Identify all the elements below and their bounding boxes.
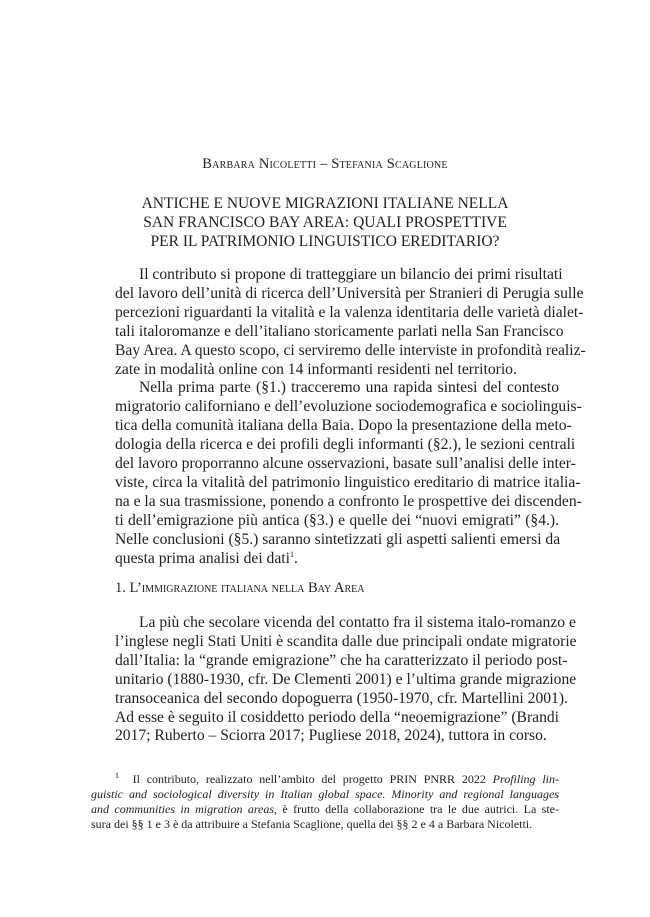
- text-line: transoceanica del secondo dopoguerra (1950-1970, cfr. Martellini 2001).: [115, 689, 568, 707]
- abstract-paragraph-1: [91, 266, 586, 379]
- title-line: ANTICHE E NUOVE MIGRAZIONI ITALIANE NELLA: [141, 195, 509, 212]
- text-line: Bay Area. A questo scopo, ci serviremo delle interviste in profondità realiz-: [115, 341, 586, 359]
- article-title: [0, 194, 650, 251]
- footnote-line: [91, 787, 559, 802]
- abstract: [91, 266, 586, 569]
- text-line: Nella prima parte (§1.) tracceremo una rapida sintesi del contesto: [139, 379, 559, 397]
- footnote-marker: 1: [115, 771, 119, 780]
- authors-line: Barbara Nicoletti – Stefania Scaglione: [202, 156, 448, 172]
- text-line: La più che secolare vicenda del contatto fra il sistema italo-romanzo e: [139, 614, 576, 631]
- text-line: unitario (1880-1930, cfr. De Clementi 2001) e l’ultima grande migrazione: [115, 670, 577, 688]
- text-line: del lavoro dell’unità di ricerca dell’Università per Stranieri di Perugia sulle: [115, 284, 584, 302]
- text-line: 2017; Ruberto – Sciorra 2017; Pugliese 2018, 2024), tuttora in corso.: [115, 727, 547, 745]
- footnote-text: , è frutto della collaborazione tra le due autrici. La ste-: [274, 802, 559, 816]
- text-line: dologia della ricerca e dei profili degli informanti (§2.), le sezioni centrali: [115, 436, 576, 454]
- abstract-paragraph-2: [91, 379, 582, 568]
- text-line: viste, circa la vitalità del patrimonio linguistico ereditario di matrice italia-: [115, 473, 581, 491]
- section-1-paragraph: [91, 614, 577, 746]
- footnote-line: [91, 772, 559, 787]
- text-line: na e la sua trasmissione, ponendo a confronto le prospettive dei discenden-: [115, 492, 582, 510]
- text-line: Ad esse è seguito il cosiddetto periodo della “neoemigrazione” (Brandi: [115, 708, 559, 726]
- footnote-italic: and communities in migration areas: [91, 802, 275, 816]
- footnote-line: sura dei §§ 1 e 3 è da attribuire a Stefania Scaglione, quella dei §§ 2 e 4 a Barbara Nicoletti.: [91, 817, 533, 831]
- footnote-text: Il contributo, realizzato nell’ambito del progetto PRIN PNRR 2022: [132, 772, 493, 786]
- footnote-reference: 1: [289, 549, 294, 559]
- text-line: dall’Italia: la “grande emigrazione” che ha caratterizzato il periodo post-: [115, 651, 568, 669]
- footnote-italic: guistic and sociological diversity in Italian global space. Minority and regional languages: [91, 787, 559, 801]
- title-line: SAN FRANCISCO BAY AREA: QUALI PROSPETTIVE: [143, 214, 507, 231]
- footnote-line: [91, 802, 559, 817]
- text-line: l’inglese negli Stati Uniti è scandita dalle due principali ondate migratorie: [115, 632, 577, 650]
- text-line: del lavoro proporranno alcune osservazioni, basate sull’analisi delle inter-: [115, 455, 576, 473]
- text-line: tali italoromanze e dell’italiano storicamente parlati nella San Francisco: [115, 322, 564, 340]
- text-line: percezioni riguardanti la vitalità e la valenza identitaria delle varietà dialet-: [115, 303, 584, 321]
- text-line: questa prima analisi dei dati: [115, 549, 290, 567]
- text-line: tica della comunità italiana della Baia. Dopo la presentazione della meto-: [115, 417, 572, 435]
- text-line-with-note: questa prima analisi dei dati$^1$.: [115, 549, 298, 567]
- footnote-italic: Profiling lin-: [492, 772, 560, 786]
- text-line: ti dell’emigrazione più antica (§3.) e quelle dei “nuovi emigrati” (§4.).: [115, 511, 559, 529]
- text-line: zate in modalità online con 14 informanti residenti nel territorio.: [115, 360, 517, 378]
- footnote: [91, 772, 559, 832]
- text-line: Il contributo si propone di tratteggiare un bilancio dei primi risultati: [139, 266, 563, 283]
- section-1-body: [91, 614, 577, 746]
- section-heading: 1. L’immigrazione italiana nella Bay Area: [115, 580, 365, 596]
- title-line: PER IL PATRIMONIO LINGUISTICO EREDITARIO?: [150, 233, 500, 250]
- text-line: Nelle conclusioni (§5.) saranno sintetizzati gli aspetti salienti emersi da: [115, 530, 561, 548]
- text-line: migratorio californiano e dell’evoluzione sociodemografica e sociolinguis-: [115, 398, 582, 416]
